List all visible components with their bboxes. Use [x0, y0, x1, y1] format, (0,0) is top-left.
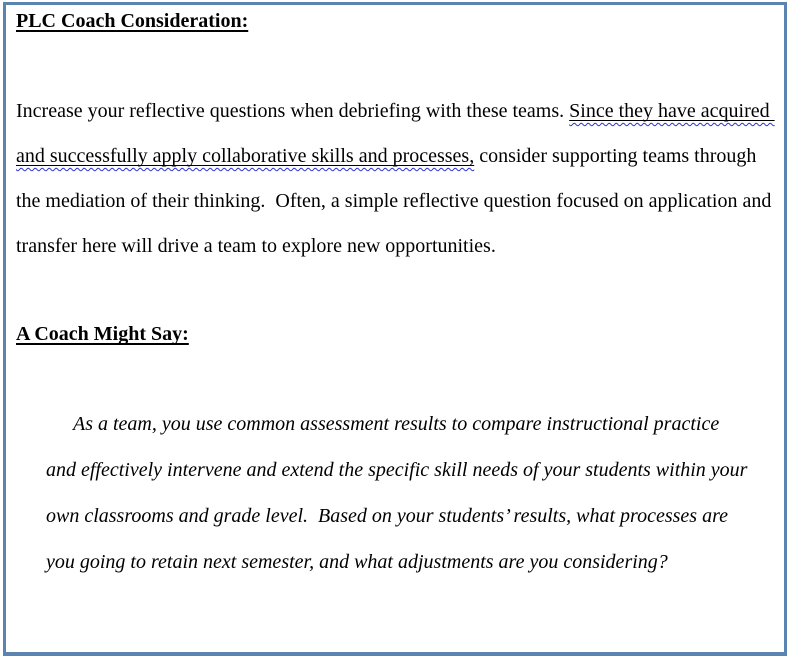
text-run: consider supporting teams through: [474, 145, 757, 167]
plc-coach-consideration-heading: PLC Coach Consideration:: [16, 10, 249, 32]
quote-line: own classrooms and grade level. Based on your students’ results, what processes are: [46, 505, 728, 527]
coach-might-say-heading: A Coach Might Say:: [16, 323, 189, 345]
quote-line: As a team, you use common assessment results to compare instructional practice: [73, 413, 720, 435]
paragraph-line: [16, 179, 776, 224]
paragraph-line: [16, 134, 776, 179]
grammar-wavy-run: Since they have acquired: [569, 100, 775, 122]
text-run: Increase your reflective questions when debriefing with these teams.: [16, 100, 570, 122]
paragraph-line: [16, 224, 776, 269]
consideration-paragraph: [16, 89, 776, 269]
grammar-wavy-run: and successfully apply collaborative skills and processes,: [16, 145, 475, 167]
coach-quote-paragraph: [46, 401, 776, 585]
text-run: transfer here will drive a team to explore new opportunities.: [16, 235, 496, 257]
document-callout-box: [3, 2, 787, 656]
underlined-run: [16, 145, 474, 167]
quote-line: you going to retain next semester, and what adjustments are you considering?: [46, 551, 668, 573]
quote-line: and effectively intervene and extend the specific skill needs of your students within your: [46, 459, 748, 481]
underlined-run: [569, 100, 774, 122]
text-run: the mediation of their thinking. Often, a simple reflective question focused on application and: [16, 190, 772, 212]
paragraph-line: [16, 89, 776, 134]
